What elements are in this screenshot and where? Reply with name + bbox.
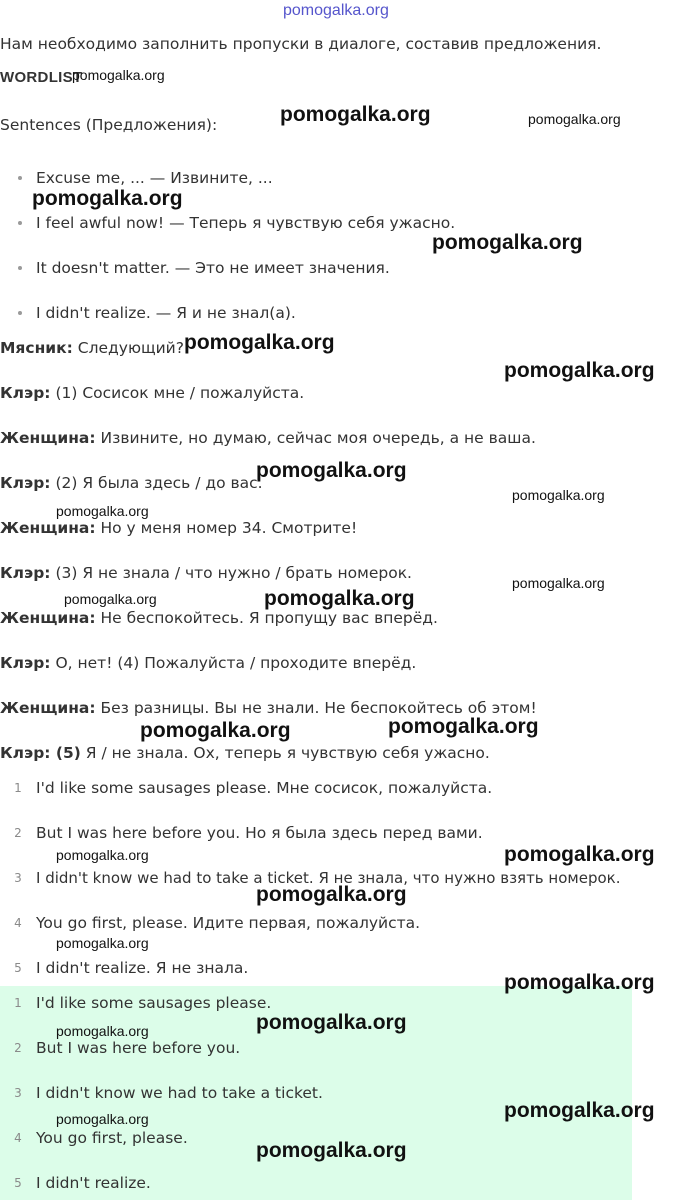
sentence-item: I didn't realize. — Я и не знал(а). [36,304,296,322]
watermark: pomogalka.org [64,591,157,607]
translation-item: But I was here before you. Но я была здесь перед вами. [36,824,483,842]
translation-item: I didn't know we had to take a ticket. Я не знала, что нужно взять номерок. [36,869,621,887]
line-text: (1) Сосисок мне / пожалуйста. [50,384,305,402]
answer-item: You go first, please. [36,1129,188,1147]
translation-item: I'd like some sausages please. Мне сосисок, пожалуйста. [36,779,493,797]
answer-item: But I was here before you. [36,1039,241,1057]
list-number: 3 [14,1086,22,1100]
sentence-item: I feel awful now! — Теперь я чувствую себя ужасно. [36,214,456,232]
sentence-item: Excuse me, ... — Извините, ... [36,169,273,187]
speaker: Клэр: (5) [0,744,81,762]
watermark: pomogalka.org [256,1011,407,1034]
speaker: Мясник: [0,339,73,357]
speaker: Клэр: [0,474,51,492]
watermark: pomogalka.org [56,503,149,519]
watermark: pomogalka.org [184,331,335,354]
watermark: pomogalka.org [504,359,655,382]
watermark: pomogalka.org [504,1099,655,1122]
watermark: pomogalka.org [56,1111,149,1127]
dialogue-line [0,563,412,583]
watermark: pomogalka.org [432,231,583,254]
answer-item: I didn't realize. [36,1174,151,1192]
watermark: pomogalka.org [56,935,149,951]
answer-item: I didn't know we had to take a ticket. [36,1084,323,1102]
answer-item: I'd like some sausages please. [36,994,272,1012]
watermark: pomogalka.org [528,111,621,127]
bullet-icon [18,311,22,315]
dialogue-line [0,428,536,448]
line-text: (3) Я не знала / что нужно / брать номерок. [50,564,412,582]
watermark: pomogalka.org [256,459,407,482]
dialogue-line [0,743,490,763]
watermark: pomogalka.org [512,487,605,503]
line-text: Следующий? [72,339,184,357]
list-number: 2 [14,826,22,840]
speaker: Клэр: [0,654,51,672]
watermark: pomogalka.org [504,843,655,866]
speaker: Женщина: [0,519,96,537]
list-number: 4 [14,916,22,930]
dialogue-line [0,653,416,673]
dialogue-line [0,518,357,538]
line-text: О, нет! (4) Пожалуйста / проходите вперёд. [50,654,417,672]
watermark: pomogalka.org [512,575,605,591]
speaker: Клэр: [0,564,51,582]
dialogue-line [0,338,184,358]
speaker: Женщина: [0,429,96,447]
watermark: pomogalka.org [504,971,655,994]
watermark: pomogalka.org [280,103,431,126]
line-text: Но у меня номер 34. Смотрите! [95,519,358,537]
list-number: 2 [14,1041,22,1055]
bullet-icon [18,176,22,180]
watermark: pomogalka.org [388,715,539,738]
line-text: Без разницы. Вы не знали. Не беспокойтесь об этом! [95,699,537,717]
list-number: 5 [14,961,22,975]
dialogue-line [0,608,438,628]
translation-item: You go first, please. Идите первая, пожалуйста. [36,914,421,932]
line-text: Извините, но думаю, сейчас моя очередь, а не ваша. [95,429,536,447]
dialogue-line [0,383,304,403]
speaker: Клэр: [0,384,51,402]
list-number: 4 [14,1131,22,1145]
line-text: (2) Я была здесь / до вас. [50,474,263,492]
wordlist-label: WORDLIST [0,69,83,86]
line-text: Не беспокойтесь. Я пропущу вас вперёд. [95,609,438,627]
speaker: Женщина: [0,609,96,627]
translation-item: I didn't realize. Я не знала. [36,959,249,977]
site-logo[interactable]: pomogalka.org [283,2,389,19]
watermark: pomogalka.org [56,847,149,863]
watermark: pomogalka.org [56,1023,149,1039]
list-number: 1 [14,781,22,795]
watermark: pomogalka.org [72,67,165,83]
watermark: pomogalka.org [32,187,183,210]
watermark: pomogalka.org [140,719,291,742]
speaker: Женщина: [0,699,96,717]
bullet-icon [18,266,22,270]
watermark: pomogalka.org [256,883,407,906]
watermark: pomogalka.org [256,1139,407,1162]
list-number: 3 [14,871,22,885]
intro-text: Нам необходимо заполнить пропуски в диалоге, составив предложения. [0,35,602,53]
sentence-item: It doesn't matter. — Это не имеет значения. [36,259,390,277]
dialogue-line [0,473,263,493]
list-number: 5 [14,1176,22,1190]
watermark: pomogalka.org [264,587,415,610]
bullet-icon [18,221,22,225]
list-number: 1 [14,996,22,1010]
line-text: Я / не знала. Ох, теперь я чувствую себя ужасно. [80,744,490,762]
sentences-heading: Sentences (Предложения): [0,116,218,134]
